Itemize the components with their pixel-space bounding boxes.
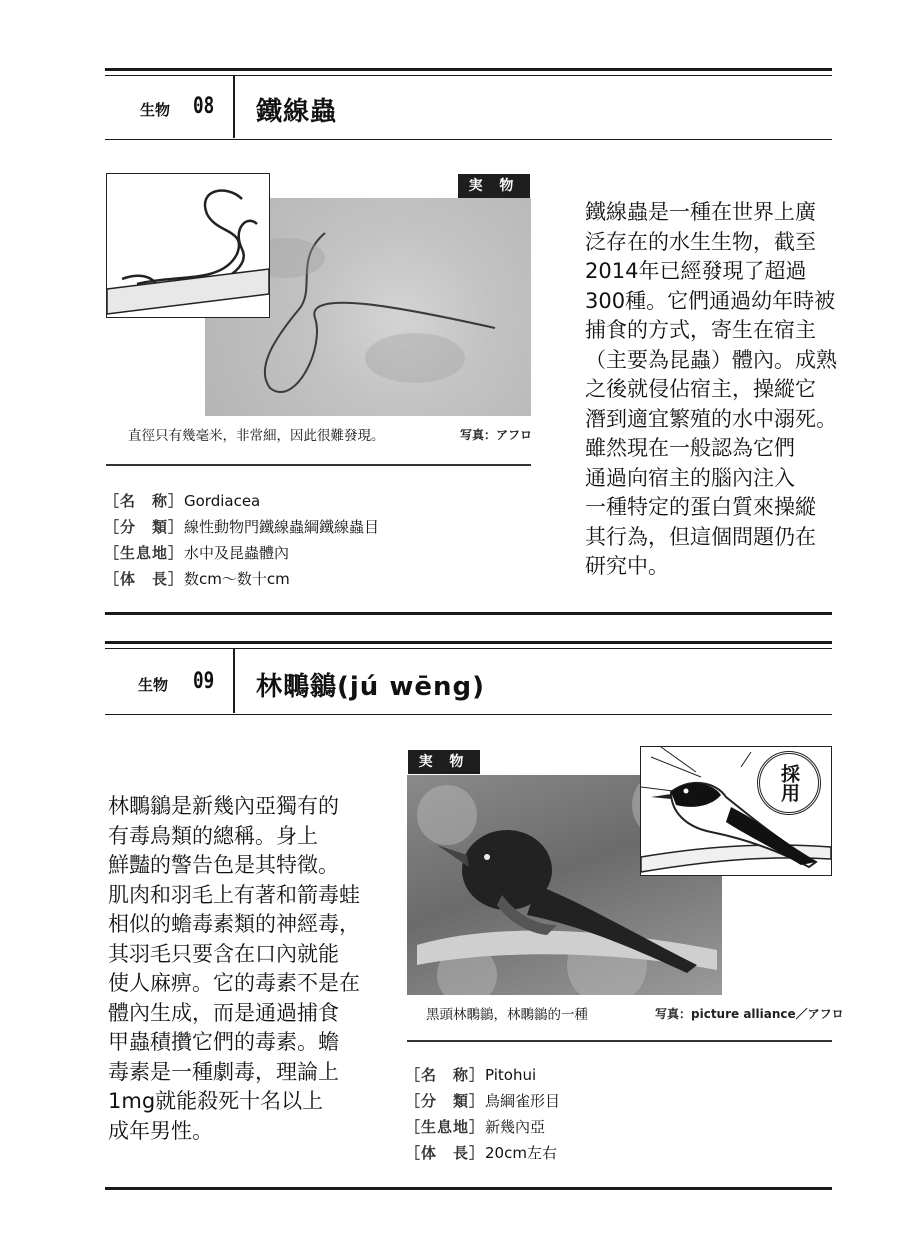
section-title: 鐵線蟲	[256, 97, 338, 127]
photo-credit: 写真：picture alliance／アフロ	[655, 1007, 844, 1021]
paragraph-line: 捕食的方式，寄生在宿主	[585, 318, 816, 342]
header-divider	[233, 76, 235, 138]
paragraph-line: 其行為，但這個問題仍在	[585, 524, 816, 549]
info-value: 新幾內亞	[485, 1118, 546, 1136]
paragraph-line: 一種特定的蛋白質來操縱	[585, 495, 816, 519]
info-value: Pitohui	[485, 1066, 537, 1084]
section-title: 林䳭鶲(jú wēng)	[256, 672, 486, 702]
paragraph-line: 肌肉和羽毛上有著和箭毒蛙	[108, 882, 360, 907]
info-key: ［名 称］	[405, 1066, 486, 1084]
worm-illustration	[106, 173, 270, 318]
photo-caption: 直徑只有幾毫米，非常細，因此很難發現。	[128, 428, 385, 444]
info-value: 鳥綱雀形目	[485, 1092, 561, 1110]
paragraph-line: 之後就侵佔宿主，操縱它	[585, 377, 816, 401]
top-rule-thin	[105, 75, 832, 76]
paragraph-line: 泛存在的水生生物，截至	[585, 229, 816, 254]
info-row-habitat	[104, 540, 379, 566]
header-bottom-rule	[105, 714, 832, 715]
paragraph-line: 1mg就能殺死十名以上	[108, 1089, 324, 1113]
info-key: ［体 長］	[405, 1144, 486, 1162]
info-value: 20cm左右	[485, 1144, 557, 1162]
section-label: 生物	[138, 676, 169, 694]
paragraph-line: 毒素是一種劇毒，理論上	[108, 1059, 339, 1084]
section-number: 09	[193, 669, 215, 694]
info-row-name	[104, 488, 379, 514]
info-key: ［生息地］	[104, 544, 185, 562]
paragraph-line: 體內生成，而是通過捕食	[108, 1000, 339, 1025]
info-key: ［名 称］	[104, 492, 185, 510]
section-end-rule	[105, 612, 832, 615]
paragraph-line: 2014年已經發現了超過	[585, 259, 807, 283]
paragraph-line: （主要為昆蟲）體內。成熟	[585, 347, 837, 372]
paragraph-line: 通過向宿主的腦內注入	[585, 465, 795, 490]
info-table	[405, 1062, 560, 1166]
stamp-text: 採用	[778, 764, 800, 802]
info-value: 水中及昆蟲體內	[184, 544, 290, 562]
adopted-stamp	[757, 751, 821, 815]
info-key: ［体 長］	[104, 570, 185, 588]
real-photo-badge: 実 物	[458, 174, 530, 198]
section-end-rule	[105, 1187, 832, 1190]
paragraph-line: 雖然現在一般認為它們	[585, 436, 795, 460]
top-rule-thin	[105, 648, 832, 649]
info-value: Gordiacea	[184, 492, 261, 510]
paragraph-line: 有毒鳥類的總稱。身上	[108, 823, 318, 848]
paragraph-line: 成年男性。	[108, 1118, 213, 1143]
real-photo-badge: 実 物	[408, 750, 480, 774]
paragraph-line: 鐵線蟲是一種在世界上廣	[585, 200, 816, 224]
description-paragraph	[585, 198, 837, 582]
info-value: 線性動物門鐵線蟲綱鐵線蟲目	[184, 518, 380, 536]
paragraph-line: 相似的蟾毒素類的神經毒，	[108, 912, 360, 936]
bird-illustration	[640, 746, 832, 876]
info-rule	[407, 1040, 832, 1042]
photo-caption: 黑頭林䳭鶲，林䳭鶲的一種	[426, 1007, 588, 1023]
top-rule	[105, 641, 832, 644]
description-paragraph	[108, 792, 360, 1146]
info-row-habitat	[405, 1114, 560, 1140]
paragraph-line: 其羽毛只要含在口內就能	[108, 941, 339, 966]
info-row-name	[405, 1062, 560, 1088]
top-rule	[105, 68, 832, 71]
paragraph-line: 潛到適宜繁殖的水中溺死。	[585, 406, 837, 431]
info-row-class	[104, 514, 379, 540]
paragraph-line: 林䳭鶲是新幾內亞獨有的	[108, 794, 339, 818]
info-rule	[106, 464, 531, 466]
section-number: 08	[193, 94, 215, 119]
section-label: 生物	[140, 101, 171, 119]
info-key: ［分 類］	[104, 518, 185, 536]
paragraph-line: 使人麻痹。它的毒素不是在	[108, 971, 360, 995]
info-value: 数cm〜数十cm	[184, 570, 290, 588]
info-row-length	[104, 566, 379, 592]
photo-credit: 写真：アフロ	[460, 428, 533, 442]
header-divider	[233, 649, 235, 713]
info-key: ［分 類］	[405, 1092, 486, 1110]
paragraph-line: 鮮豔的警告色是其特徵。	[108, 853, 339, 877]
info-table	[104, 488, 379, 592]
info-key: ［生息地］	[405, 1118, 486, 1136]
info-row-length	[405, 1140, 560, 1166]
paragraph-line: 研究中。	[585, 554, 669, 578]
header-bottom-rule	[105, 139, 832, 140]
paragraph-line: 300種。它們通過幼年時被	[585, 288, 836, 313]
paragraph-line: 甲蟲積攢它們的毒素。蟾	[108, 1030, 339, 1054]
info-row-class	[405, 1088, 560, 1114]
